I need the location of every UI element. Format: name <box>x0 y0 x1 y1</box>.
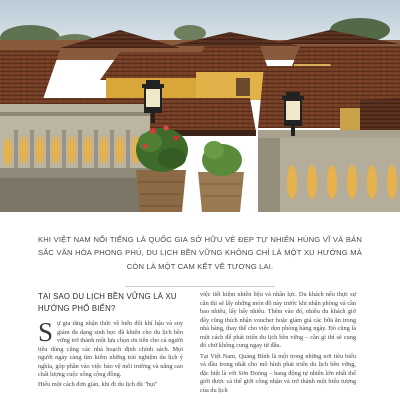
paragraph <box>38 317 183 380</box>
paragraph: Hiểu một cách đơn giản, khi đi du lịch đủ "bụi" <box>38 380 158 388</box>
section-heading: TẠI SAO DU LỊCH BỀN VỮNG LÀ XU HƯỚNG PHỔ BIẾN? <box>38 292 177 313</box>
paragraph: việc tiết kiệm nhiên liệu và nhân lực. Du khách nếu thực sự cân thì sẽ lấy những món đồ này trước khi nhận phòng và cần bao nhiêu, lấy bấy nhiêu. Thêm vào đó, nhiều du khách giờ đây cũng thích nhận voucher hoặc giảm giá các bữa ăn trong nhà hàng, thay thế cho việc dọn phòng hàng ngày. Đó cũng là một cách để phát triển du lịch bền vững – cần gì thì sẽ cung đó chứ không cung ngay từ đầu. <box>200 291 356 350</box>
paragraph-text: ự gia tăng nhận thức về biến đổi khí hậu và suy giảm đa dạng sinh học đã khiến cho du lịch bền vững trở thành một lựa chọn ưu tiên cho cả người tiêu dùng cũng các nhà hoạch định chính sách. Mọi người ngày càng tìm kiếm những trải nghiệm du lịch ý nghĩa, góp phần vào việc bảo vệ môi trường và nâng cao chất lượng cuộc sống cộng đồng. <box>38 320 183 379</box>
lantern-right <box>282 92 304 136</box>
divider <box>125 286 275 287</box>
article-column-right <box>200 291 356 398</box>
drop-cap: S <box>38 317 54 347</box>
lead-paragraph: KHI VIỆT NAM NỔI TIẾNG LÀ QUỐC GIA SỞ HỮU VẺ ĐẸP TỰ NHIÊN HÙNG VĨ VÀ BẢN SẮC VĂN HÓA PHONG PHÚ, DU LỊCH BỀN VỮNG KHÔNG CHỈ LÀ MỘT XU HƯỚNG MÀ CÒN LÀ MỘT CAM KẾT VỀ TƯƠNG LAI. <box>38 235 362 271</box>
article-column-left <box>38 291 183 391</box>
paragraph: Tại Việt Nam, Quảng Bình là một trong những nơi tiêu biểu và đầu trong nhất cho mô hình phát triển du lịch bền vững, đặc biệt là với Sơn Đoòng – hang động tự nhiên lớn nhất thế giới được cả thế giới công nhận và trở thành một biểu tượng của du lịch <box>200 352 356 395</box>
